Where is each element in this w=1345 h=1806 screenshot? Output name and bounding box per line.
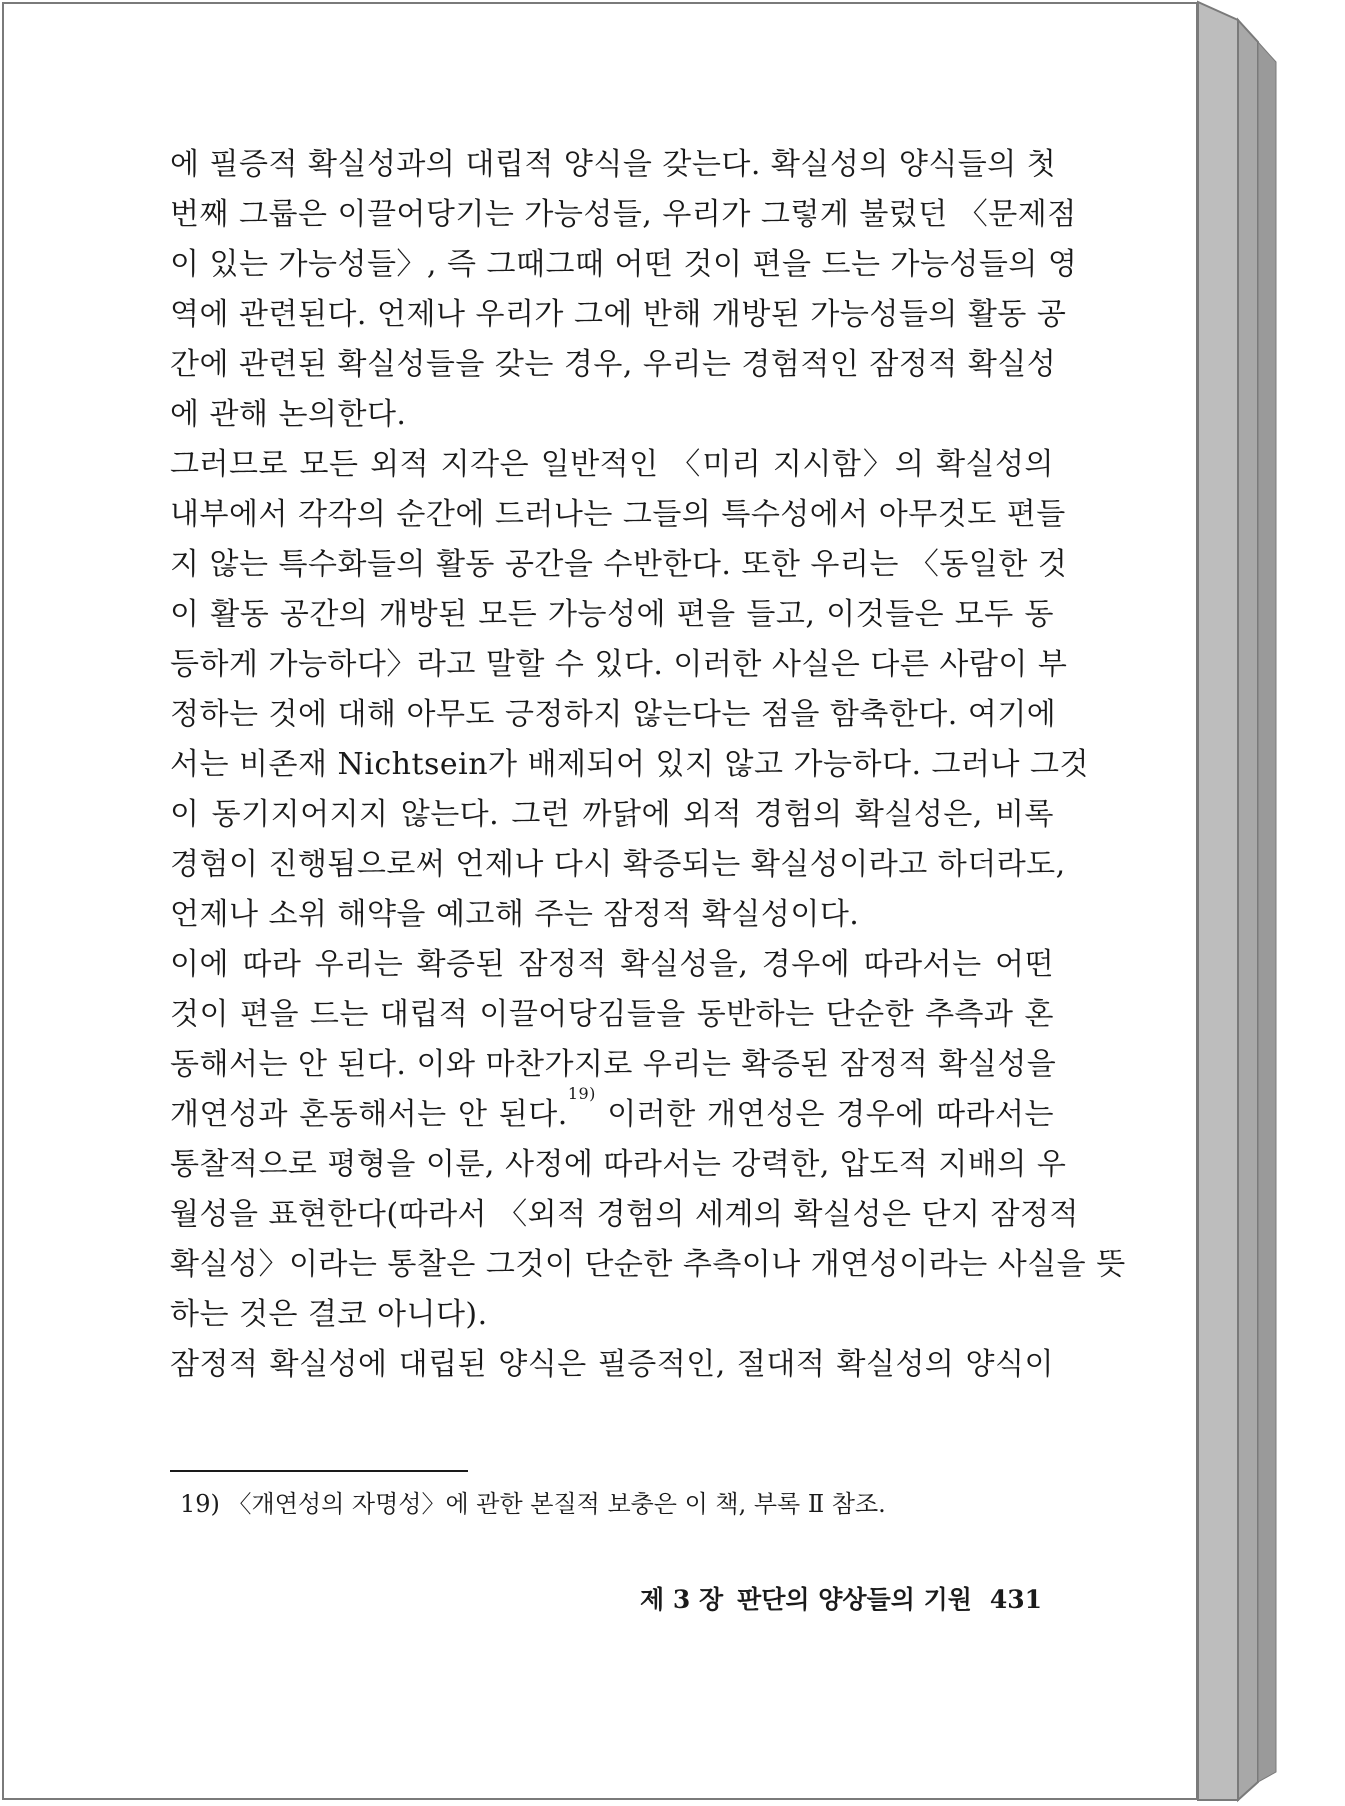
page-number: 431 bbox=[989, 1585, 1043, 1614]
text-line-content: 지 않는 특수화들의 활동 공간을 수반한다. 또한 우리는 〈동일한 것 bbox=[170, 547, 1068, 582]
text-line-content: 하는 것은 결코 아니다). bbox=[170, 1297, 488, 1332]
text-line-content: 월성을 표현한다(따라서 〈외적 경험의 세계의 확실성은 단지 잠정적 bbox=[170, 1197, 1079, 1232]
footer-chapter: 제 3 장 bbox=[640, 1585, 724, 1614]
text-line-content: 언제나 소위 해약을 예고해 주는 잠정적 확실성이다. bbox=[170, 897, 860, 932]
text-line-content: 잠정적 확실성에 대립된 양식은 필증적인, 절대적 확실성의 양식이 bbox=[170, 1347, 1054, 1382]
text-line-content: 이 있는 가능성들〉, 즉 그때그때 어떤 것이 편을 드는 가능성들의 영 bbox=[170, 247, 1078, 282]
text-line-content: 서는 비존재 Nichtsein가 배제되어 있지 않고 가능하다. 그러나 그것 bbox=[170, 747, 1089, 782]
footnote-marker: 19) bbox=[567, 1084, 596, 1103]
running-footer bbox=[640, 1580, 1043, 1620]
text-line-content: 확실성〉이라는 통찰은 그것이 단순한 추측이나 개연성이라는 사실을 뜻 bbox=[170, 1247, 1126, 1282]
text-line bbox=[170, 690, 1057, 740]
text-line bbox=[170, 940, 1054, 990]
text-line bbox=[170, 540, 1068, 590]
text-line-content: 번째 그룹은 이끌어당기는 가능성들, 우리가 그렇게 불렀던 〈문제점 bbox=[170, 197, 1077, 232]
text-line-content: 이러한 개연성은 경우에 따라서는 bbox=[595, 1097, 1054, 1132]
text-line bbox=[170, 790, 1054, 840]
text-line-content: 통찰적으로 평형을 이룬, 사정에 따라서는 강력한, 압도적 지배의 우 bbox=[170, 1147, 1067, 1182]
text-line bbox=[170, 840, 1066, 890]
text-line bbox=[170, 190, 1077, 240]
text-line-content: 동해서는 안 된다. 이와 마찬가지로 우리는 확증된 잠정적 확실성을 bbox=[170, 1047, 1057, 1082]
text-line bbox=[170, 390, 1054, 440]
text-line bbox=[170, 590, 1054, 640]
text-line bbox=[170, 1340, 1054, 1390]
text-line bbox=[170, 240, 1078, 290]
text-line bbox=[170, 1240, 1126, 1290]
text-line bbox=[170, 140, 1057, 190]
footnote-rule bbox=[170, 1470, 468, 1472]
text-line-content: 내부에서 각각의 순간에 드러나는 그들의 특수성에서 아무것도 편들 bbox=[170, 497, 1066, 532]
text-line-content: 이 동기지어지지 않는다. 그런 까닭에 외적 경험의 확실성은, 비록 bbox=[170, 797, 1054, 832]
text-line bbox=[170, 1040, 1057, 1090]
text-line bbox=[170, 890, 1054, 940]
body-text bbox=[170, 140, 1126, 1390]
text-line bbox=[170, 1190, 1079, 1240]
text-line-content: 경험이 진행됨으로써 언제나 다시 확증되는 확실성이라고 하더라도, bbox=[170, 847, 1066, 882]
text-line bbox=[170, 640, 1068, 690]
text-line bbox=[170, 290, 1067, 340]
text-line-content: 이 활동 공간의 개방된 모든 가능성에 편을 들고, 이것들은 모두 동 bbox=[170, 597, 1054, 632]
text-line bbox=[170, 1084, 1054, 1140]
text-line-content: 그러므로 모든 외적 지각은 일반적인 〈미리 지시함〉의 확실성의 bbox=[170, 447, 1054, 482]
text-line bbox=[170, 990, 1054, 1040]
text-line-content: 에 관해 논의한다. bbox=[170, 397, 407, 432]
text-line-content: 개연성과 혼동해서는 안 된다. bbox=[170, 1097, 568, 1132]
text-line-content: 역에 관련된다. 언제나 우리가 그에 반해 개방된 가능성들의 활동 공 bbox=[170, 297, 1067, 332]
text-line bbox=[170, 1140, 1067, 1190]
page-edge-graphic bbox=[1198, 2, 1288, 1800]
text-line-content: 에 필증적 확실성과의 대립적 양식을 갖는다. 확실성의 양식들의 첫 bbox=[170, 147, 1057, 182]
text-line bbox=[170, 740, 1089, 790]
footer-title: 판단의 양상들의 기원 bbox=[737, 1585, 972, 1614]
text-line bbox=[170, 340, 1057, 390]
footnote: 19) 〈개연성의 자명성〉에 관한 본질적 보충은 이 책, 부록 Ⅱ 참조. bbox=[180, 1490, 886, 1518]
text-line-content: 것이 편을 드는 대립적 이끌어당김들을 동반하는 단순한 추측과 혼 bbox=[170, 997, 1054, 1032]
text-line bbox=[170, 1290, 1054, 1340]
text-line bbox=[170, 440, 1054, 490]
text-line bbox=[170, 490, 1066, 540]
text-line-content: 등하게 가능하다〉라고 말할 수 있다. 이러한 사실은 다른 사람이 부 bbox=[170, 647, 1068, 682]
text-line-content: 정하는 것에 대해 아무도 긍정하지 않는다는 점을 함축한다. 여기에 bbox=[170, 697, 1057, 732]
text-line-content: 이에 따라 우리는 확증된 잠정적 확실성을, 경우에 따라서는 어떤 bbox=[170, 947, 1054, 982]
text-line-content: 간에 관련된 확실성들을 갖는 경우, 우리는 경험적인 잠정적 확실성 bbox=[170, 347, 1057, 382]
